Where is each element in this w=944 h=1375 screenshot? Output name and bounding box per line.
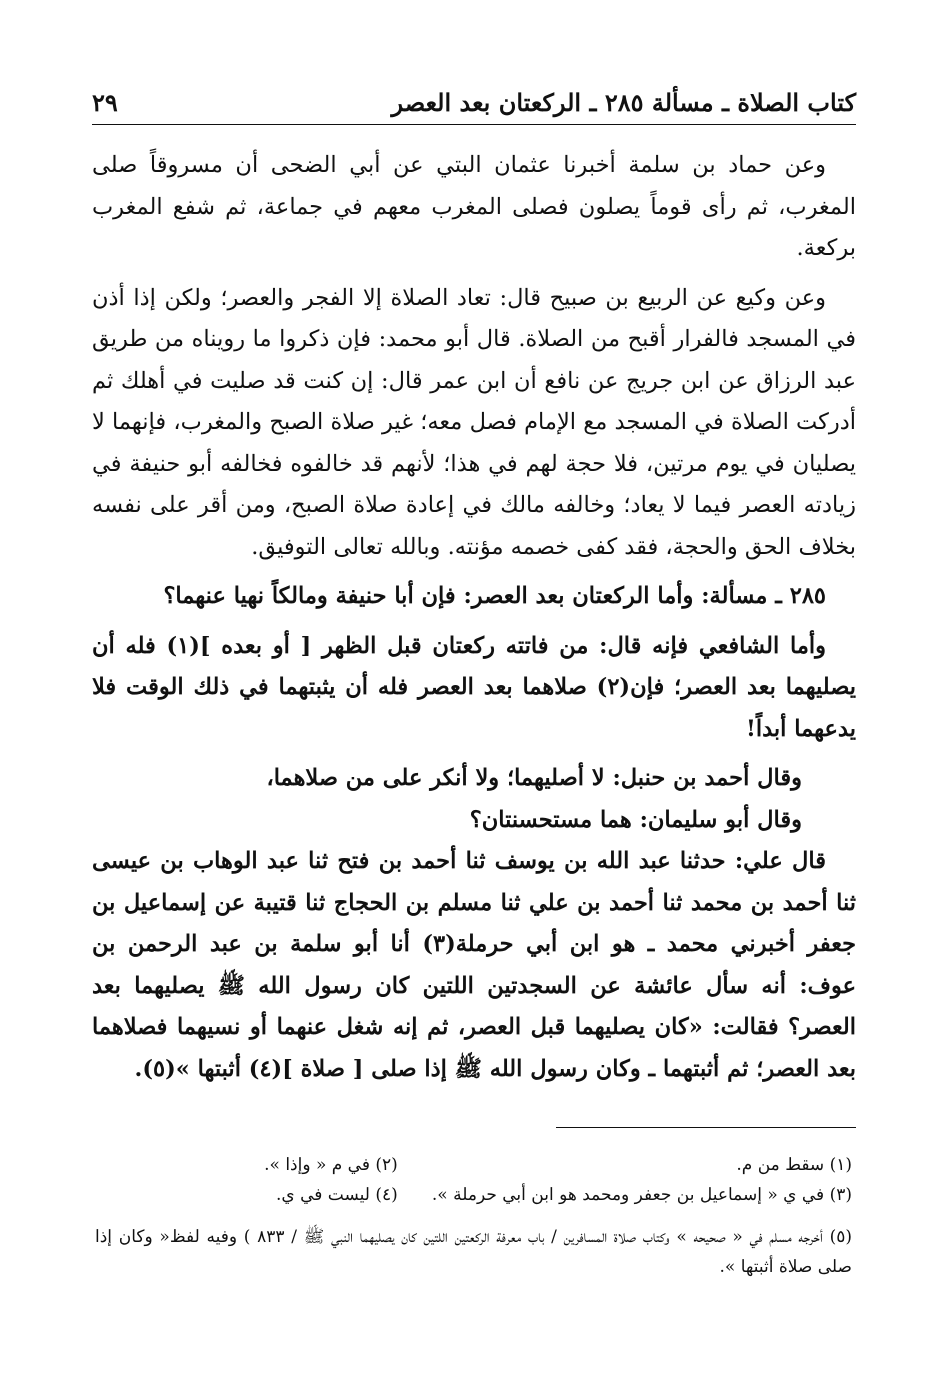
- issue-label: ـ مسألة:: [701, 583, 782, 609]
- footnote: (٤) ليست في ي.: [275, 1185, 398, 1205]
- paragraph: وعن وكيع عن الربيع بن صبيح قال: تعاد الصلاة إلا الفجر والعصر؛ ولكن إذا أذن في المسجد فالفرار أقبح من الصلاة. قال أبو محمد: فإن ذكروا ما رويناه من طريق عبد الرزاق عن ابن جريج عن نافع أن ابن عمر قال: إن كنت قد صليت في أهلك ثم أدركت الصلاة في المسجد مع الإمام فصل معه؛ غير صلاة الصبح والمغرب، فإنهما لا يصليان في يوم مرتين، فلا حجة لهم في هذا؛ لأنهم قد خالفوه فخالفه أبو حنيفة في زيادته العصر فيما لا يعاد؛ وخالفه مالك في إعادة صلاة الصبح، ومن أقر على نفسه بخلاف الحق والحجة، فقد كفى خصمه مؤنته. وبالله تعالى التوفيق.: [92, 284, 857, 560]
- chapter-title: كتاب الصلاة ـ مسألة ٢٨٥ ـ الركعتان بعد العصر: [391, 88, 856, 117]
- paragraph: وعن حماد بن سلمة أخبرنا عثمان البتي عن أبي الضحى أن مسروقاً صلى المغرب، ثم رأى قوماً يصلون فصلى المغرب معهم في جماعة، ثم شفع المغرب بركعة.: [92, 152, 856, 261]
- page-number: ٢٩: [92, 88, 118, 117]
- paragraph-bold: وأما الشافعي فإنه قال: من فاتته ركعتان قبل الظهر [ أو بعده ](١) فله أن يصليهما بعد العصر؛ فإن(٢) صلاهما بعد العصر فله أن يثبتهما في ذلك الوقت فلا يدعهما أبداً!: [92, 632, 856, 742]
- issue-heading: [92, 576, 856, 618]
- issue-number: ٢٨٥: [789, 583, 826, 609]
- footnotes: [95, 1150, 852, 1282]
- footnote: (٥) أخرجه مسلم في « صحيحه » وكتاب صلاة المسافرين / باب معرفة الركعتين اللتين كان يصليهما النبي ﷺ / ٨٣٣ ) وفيه لفظ« وكان إذا صلى صلاة أثبتها ».: [95, 1227, 852, 1277]
- quote-line: وقال أحمد بن حنبل: لا أصليهما؛ ولا أنكر على من صلاهما،: [266, 765, 802, 791]
- footnote-row: [95, 1180, 852, 1210]
- issue-text: وأما الركعتان بعد العصر: فإن أبا حنيفة ومالكاً نهيا عنهما؟: [163, 583, 694, 609]
- footnote: (٣) في ي « إسماعيل بن جعفر ومحمد هو ابن أبي حرملة ».: [431, 1185, 852, 1205]
- running-header: [92, 80, 856, 125]
- main-text: [92, 145, 856, 1098]
- footnote-separator: [556, 1127, 856, 1128]
- footnote-row: [95, 1150, 852, 1180]
- footnote: (١) سقط من م.: [736, 1155, 852, 1175]
- footnote: (٢) في م « وإذا ».: [264, 1155, 398, 1175]
- quote-line: وقال أبو سليمان: هما مستحسنتان؟: [469, 806, 802, 833]
- paragraph-hadith: قال علي: حدثنا عبد الله بن يوسف ثنا أحمد بن فتح ثنا عبد الوهاب بن عيسى ثنا أحمد بن محمد ثنا أحمد بن علي ثنا مسلم بن الحجاج ثنا قتيبة عن إسماعيل بن جعفر أخبرني محمد ـ هو ابن أبي حرملة(٣) أنا أبو سلمة بن عبد الرحمن بن عوف: أنه سأل عائشة عن السجدتين اللتين كان رسول الله ﷺ يصليهما بعد العصر؟ فقالت: «كان يصليهما قبل العصر، ثم إنه شغل عنهما أو نسيهما فصلاهما بعد العصر؛ ثم أثبتهما ـ وكان رسول الله ﷺ إذا صلى [ صلاة ](٤) أثبتها »(٥).: [92, 848, 856, 1082]
